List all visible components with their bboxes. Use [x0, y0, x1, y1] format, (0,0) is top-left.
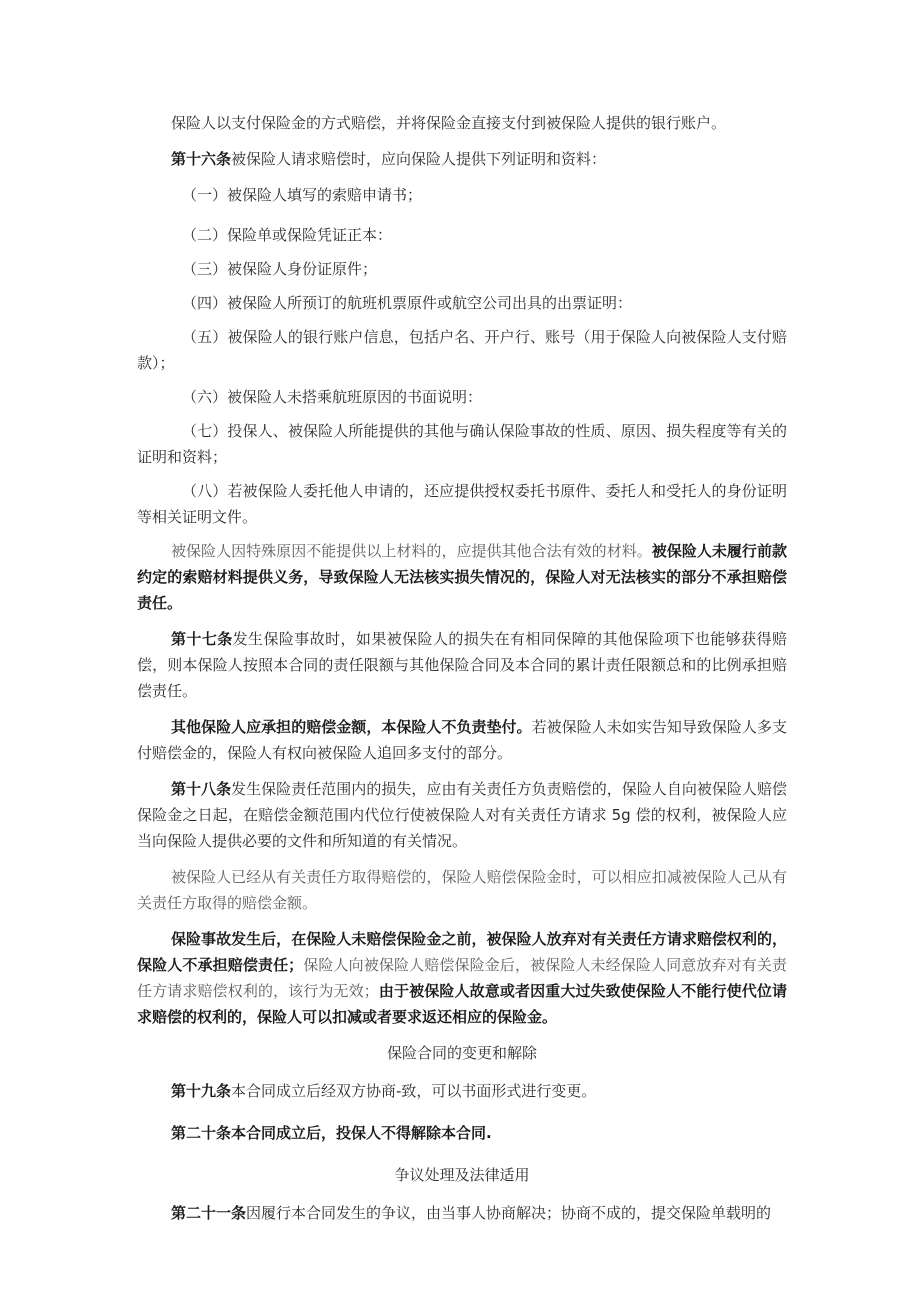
- article-16: [137, 146, 787, 172]
- section-heading-dispute: 争议处理及法律适用: [394, 1166, 530, 1184]
- article-heading: 第十七条: [171, 630, 233, 648]
- article-text: 被保险人请求赔偿时，应向保险人提供下列证明和资料：: [231, 150, 607, 168]
- article-text: 发生保险责任范围内的损失，应由有关责任方负责赔偿的，保险人自向被保险人赔偿保险金之日起，在赔偿金额范围内代位行使被保险人对有关责任方请求 5g 偿的权利，被保险人应当向保险人提供必要的文件和所知道的有关情况。: [137, 780, 787, 850]
- article-17: [137, 626, 787, 704]
- paragraph-text: 被保险人因特殊原因不能提供以上材料的，应提供其他合法有效的材料。: [171, 542, 652, 560]
- list-item: （四）被保险人所预订的航班机票原件或航空公司出具的出票证明：: [182, 294, 633, 312]
- section-heading-change: 保险合同的变更和解除: [386, 1044, 537, 1062]
- article-text: 本合同成立后经双方协商-致，可以书面形式进行变更。: [231, 1082, 597, 1100]
- paragraph-text: 被保险人已经从有关责任方取得赔偿的，保险人赔偿保险金时，可以相应扣减被保险人己从有关责任方取得的赔偿金额。: [137, 868, 787, 912]
- list-item: （二）保险单或保险凭证正本：: [182, 226, 393, 244]
- article-21: [137, 1200, 787, 1226]
- paragraph-other-insurer: [137, 714, 787, 766]
- paragraph-text: 若被保险人未如实告知导致保险人多支付赔偿金的，保险人有权向被保险人追回多支付的部分。: [137, 718, 787, 762]
- article-heading: 第二十一条: [171, 1204, 247, 1222]
- paragraph-waiver: [137, 926, 787, 1030]
- list-item: （三）被保险人身份证原件；: [182, 260, 378, 278]
- list-item: （一）被保险人填写的索赔申请书；: [182, 186, 423, 204]
- paragraph-text: 保险人向被保险人赔偿保险金后，被保险人未经保险人同意放弃对有关责任方请求赔偿权利的，该行为无效；: [137, 956, 787, 1000]
- paragraph-text-bold: 由于被保险人故意或者因重大过失致使保险人不能行使代位请求赔偿的权利的，保险人可以扣减或者要求返还相应的保险金。: [137, 982, 787, 1026]
- list-item: （六）被保险人未搭乘航班原因的书面说明：: [182, 388, 483, 406]
- paragraph-text: 保险人以支付保险金的方式赔偿，并将保险金直接支付到被保险人提供的银行账户。: [171, 114, 727, 132]
- paragraph-already-compensated: [137, 864, 787, 916]
- article-heading: 第十六条: [171, 150, 232, 168]
- article-heading: 第十八条: [171, 780, 232, 798]
- paragraph-text-bold: 被保险人未履行前款约定的索赔材料提供义务，导致保险人无法核实损失情况的，保险人对无法核实的部分不承担赔偿责任。: [137, 542, 787, 612]
- paragraph-text-bold: 保险事故发生后，在保险人未赔偿保险金之前，被保险人放弃对有关责任方请求赔偿权利的，保险人不承担赔偿责任；: [137, 930, 787, 974]
- list-item: （八）若被保险人委托他人申请的，还应提供授权委托书原件、委托人和受托人的身份证明等相关证明文件。: [137, 482, 787, 526]
- article-20: 第二十条本合同成立后，投保人不得解除本合同.: [171, 1124, 492, 1142]
- article-18: [137, 776, 787, 854]
- article-text: 发生保险事故时，如果被保险人的损失在有相同保障的其他保险项下也能够获得赔偿，则本保险人按照本合同的责任限额与其他保险合同及本合同的累计责任限额总和的比例承担赔偿责任。: [137, 630, 787, 700]
- article-19: [137, 1078, 787, 1104]
- document-body: [137, 110, 787, 1236]
- paragraph-special-reason: [137, 538, 787, 616]
- paragraph-text-bold: 其他保险人应承担的赔偿金额，本保险人不负责垫付。: [171, 718, 532, 736]
- article-text: 因履行本合同发生的争议，由当事人协商解决；协商不成的，提交保险单载明的: [246, 1204, 772, 1222]
- list-item: （五）被保险人的银行账户信息，包括户名、开户行、账号（用于保险人向被保险人支付赔款）；: [137, 328, 787, 372]
- paragraph-payment: [137, 110, 787, 136]
- article-heading: 第十九条: [171, 1082, 232, 1100]
- list-item: （七）投保人、被保险人所能提供的其他与确认保险事故的性质、原因、损失程度等有关的证明和资料；: [137, 422, 787, 466]
